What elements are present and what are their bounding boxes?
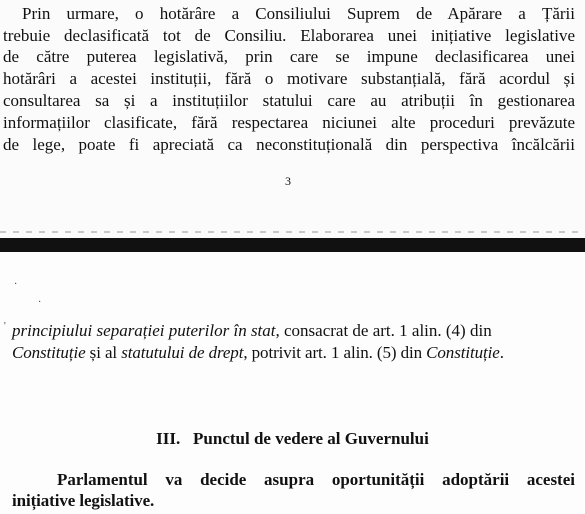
text-line-2 <box>3 25 575 47</box>
government-paragraph-line-2: inițiative legislative. <box>12 491 155 510</box>
page-number: 3 <box>285 174 291 188</box>
text-line-7 <box>3 134 575 156</box>
text-line-7-content: de lege, poate fi apreciată ca neconstituțională din perspectiva încălcării <box>3 135 575 154</box>
continued-line-1 <box>12 320 575 342</box>
line2-segment-2: și al <box>85 343 122 362</box>
italic-principle: principiului separației puterilor în stat <box>12 321 276 340</box>
text-line-4 <box>3 68 575 90</box>
line2-segment-4: , potrivit art. 1 alin. (5) din <box>243 343 427 362</box>
text-line-1 <box>22 3 575 25</box>
text-line-5 <box>3 90 575 112</box>
text-line-6-content: informațiilor clasificate, fără respectarea niciunei alte proceduri prevăzute <box>3 113 575 132</box>
page-break-band <box>0 238 585 252</box>
text-line-5-content: consultarea sa și a instituțiilor statului care au atribuții în gestionarea <box>3 91 575 110</box>
document-page-top <box>0 0 585 238</box>
italic-rule-of-law: statutului de drept <box>121 343 244 362</box>
section-heading: III. Punctul de vedere al Guvernului <box>156 429 429 448</box>
continued-line-1-text <box>12 320 492 342</box>
text-line-6 <box>3 112 575 134</box>
scan-speck: · <box>38 297 42 308</box>
scan-speck: ' <box>4 321 6 332</box>
text-line-1-content: Prin urmare, o hotărâre a Consiliului Suprem de Apărare a Țării <box>22 4 575 23</box>
italic-constitution-2: Constituție <box>426 343 500 362</box>
page-edge-dashes <box>0 231 585 233</box>
scan-speck: · <box>14 279 18 290</box>
line2-segment-6: . <box>499 343 504 362</box>
line1-rest: , consacrat de art. 1 alin. (4) din <box>275 321 492 340</box>
document-page-bottom <box>0 252 585 514</box>
government-paragraph-line-1-text: Parlamentul va decide asupra oportunității adoptării acestei <box>57 470 575 489</box>
text-line-4-content: hotărâri a acestei instituții, fără o motivare substanțială, fără acordul și <box>3 69 575 88</box>
government-paragraph-line-1 <box>57 469 575 491</box>
text-line-3-content: de către puterea legislativă, prin care se impune declasificarea unei <box>3 47 575 66</box>
continued-line-2 <box>12 342 504 364</box>
text-line-3 <box>3 46 575 68</box>
italic-constitution-1: Constituție <box>12 343 86 362</box>
text-line-2-content: trebuie declasificată tot de Consiliu. Elaborarea unei inițiative legislative <box>3 26 575 45</box>
